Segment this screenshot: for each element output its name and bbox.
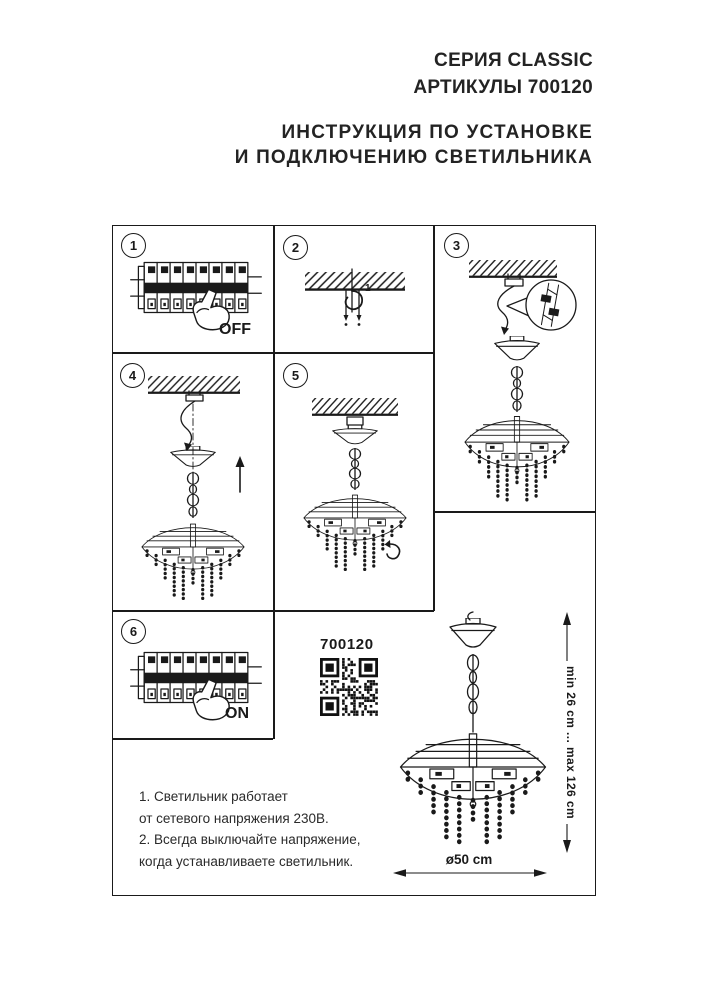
grid-divider bbox=[112, 610, 434, 612]
qr-code bbox=[320, 658, 378, 716]
magnifier-detail-icon bbox=[507, 280, 576, 330]
hook-icon bbox=[346, 291, 363, 309]
instruction-title-line1: ИНСТРУКЦИЯ ПО УСТАНОВКЕ bbox=[281, 122, 593, 143]
step-number-badge: 2 bbox=[283, 235, 308, 260]
step-number-badge: 5 bbox=[283, 363, 308, 388]
grid-divider bbox=[112, 738, 273, 740]
step-number-badge: 6 bbox=[121, 619, 146, 644]
step-number-badge: 3 bbox=[444, 233, 469, 258]
step-number-badge: 1 bbox=[121, 233, 146, 258]
off-label: OFF bbox=[219, 321, 251, 338]
hook-callout: 1 bbox=[365, 283, 371, 294]
step-number-badge: 4 bbox=[120, 363, 145, 388]
grid-divider bbox=[433, 511, 596, 513]
page-title bbox=[235, 121, 593, 170]
header-articles: АРТИКУЛЫ 700120 bbox=[413, 77, 593, 98]
note-line: 2. Всегда выключайте напряжение, bbox=[139, 832, 361, 848]
grid-divider bbox=[433, 225, 435, 611]
header-series: СЕРИЯ CLASSIC bbox=[434, 50, 593, 71]
ceiling-hook-drawing bbox=[303, 268, 409, 330]
header bbox=[413, 47, 593, 101]
note-line: когда устанавливаете светильник. bbox=[139, 853, 354, 869]
up-arrow-icon bbox=[236, 456, 245, 492]
diameter-dimension-line bbox=[391, 866, 549, 880]
grid-divider bbox=[273, 225, 275, 739]
chandelier-dimension-drawing bbox=[391, 610, 555, 852]
bulb-hook-icon bbox=[385, 540, 400, 559]
notes-block bbox=[139, 786, 360, 872]
instruction-title-line2: И ПОДКЛЮЧЕНИЮ СВЕТИЛЬНИКА bbox=[234, 146, 593, 168]
product-code: 700120 bbox=[320, 636, 374, 653]
chandelier-mounted-drawing bbox=[278, 356, 432, 608]
height-dimension-label: min 26 cm ... max 126 cm bbox=[557, 661, 578, 824]
note-line: от сетевого напряжения 230В. bbox=[139, 810, 329, 826]
diameter-dimension-label: ø50 cm bbox=[445, 852, 493, 867]
chandelier-hanging-drawing bbox=[441, 254, 595, 508]
on-label: ON bbox=[225, 705, 249, 722]
grid-divider bbox=[112, 352, 434, 354]
note-line: 1. Светильник работает bbox=[139, 789, 288, 804]
chandelier-lift-drawing bbox=[116, 358, 270, 606]
